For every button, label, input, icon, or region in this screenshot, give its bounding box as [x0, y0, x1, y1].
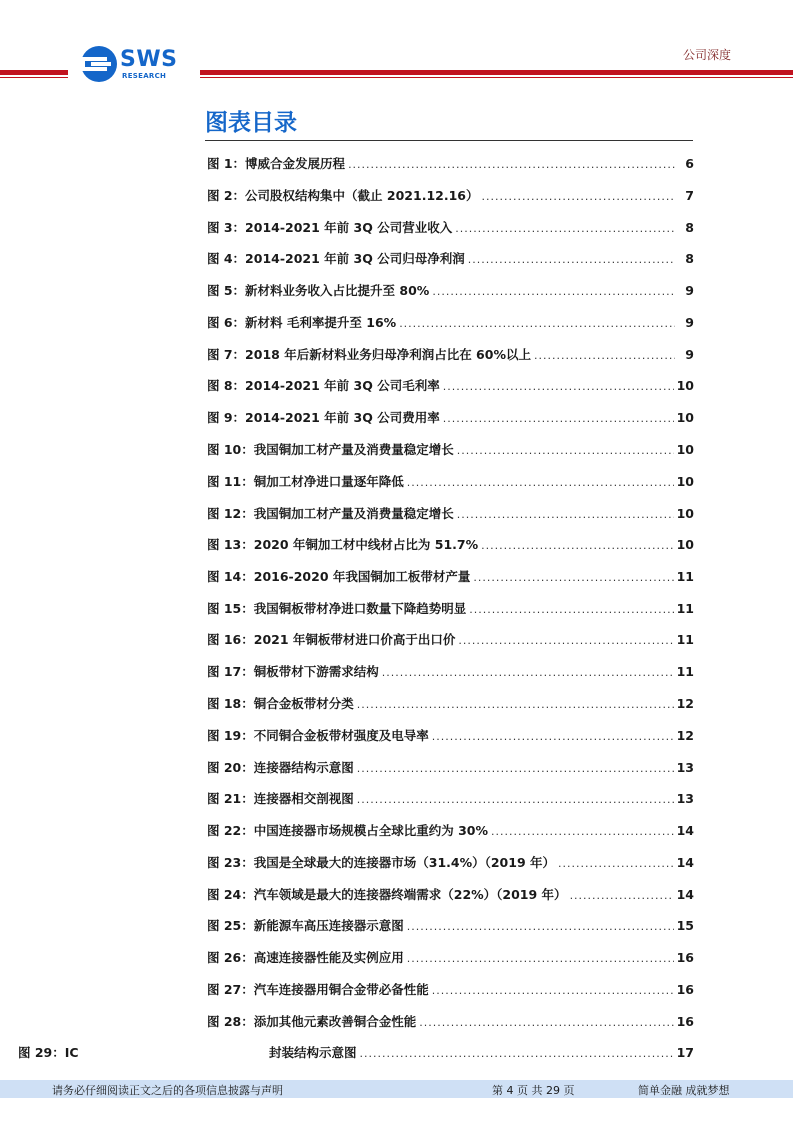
- toc-leader-dots: [534, 349, 675, 362]
- toc-entry-page: 10: [676, 442, 694, 457]
- header-red-bar-left: [0, 70, 68, 75]
- toc-entry-page: 17: [676, 1045, 694, 1060]
- report-type-label: 公司深度: [682, 48, 731, 62]
- toc-entry-page: 13: [676, 791, 694, 806]
- toc-entry[interactable]: [207, 726, 694, 746]
- toc-leader-dots: [473, 571, 673, 584]
- footer-slogan: 简单金融 成就梦想: [638, 1084, 730, 1097]
- toc-entry[interactable]: [207, 758, 694, 778]
- toc-entry[interactable]: [207, 662, 694, 682]
- toc-entry-label: 图 13：2020 年铜加工材中线材占比为 51.7%: [207, 537, 479, 552]
- toc-entry[interactable]: [207, 186, 694, 206]
- toc-leader-dots: [443, 412, 674, 425]
- toc-leader-dots: [399, 317, 675, 330]
- toc-entry[interactable]: [207, 694, 694, 714]
- toc-leader-dots: [357, 698, 674, 711]
- toc-entry-page: 14: [676, 887, 694, 902]
- toc-entry[interactable]: [207, 535, 694, 555]
- logo-text: SWS: [120, 47, 178, 72]
- toc-leader-dots: [481, 539, 673, 552]
- toc-entry-page: 14: [676, 823, 694, 838]
- toc-entry-page: 14: [676, 855, 694, 870]
- toc-entry[interactable]: [207, 504, 694, 524]
- toc-entry-label: 图 9：2014-2021 年前 3Q 公司费用率: [207, 410, 440, 425]
- toc-entry[interactable]: [207, 408, 694, 428]
- toc-entry-label: 图 21：连接器相交剖视图: [207, 791, 354, 806]
- toc-entry-label: 图 4：2014-2021 年前 3Q 公司归母净利润: [207, 251, 465, 266]
- page-title: 图表目录: [205, 110, 297, 136]
- toc-entry-page: 7: [685, 188, 694, 203]
- toc-entry-label: 图 26：高速连接器性能及实例应用: [207, 950, 404, 965]
- toc-leader-dots: [357, 793, 674, 806]
- toc-entry-page: 11: [676, 569, 694, 584]
- toc-leader-dots: [407, 952, 674, 965]
- toc-entry-page: 8: [685, 220, 694, 235]
- toc-entry-label: 图 20：连接器结构示意图: [207, 760, 354, 775]
- toc-entry-label: 图 5：新材料业务收入占比提升至 80%: [207, 283, 430, 298]
- toc-entry[interactable]: [207, 980, 694, 1000]
- toc-entry-label: 图 7：2018 年后新材料业务归母净利润占比在 60%以上: [207, 347, 531, 362]
- logo-subtext: RESEARCH: [122, 72, 167, 80]
- toc-entry-label: 图 10：我国铜加工材产量及消费量稳定增长: [207, 442, 454, 457]
- header-red-bar-right: [200, 70, 793, 75]
- toc-entry-prefix: 图 29：IC: [18, 1045, 79, 1060]
- toc-entry[interactable]: [207, 440, 694, 460]
- toc-entry[interactable]: [207, 154, 694, 174]
- sws-logo: [80, 45, 190, 83]
- toc-leader-dots: [455, 222, 675, 235]
- toc-leader-dots: [432, 285, 675, 298]
- toc-leader-dots: [469, 603, 673, 616]
- sws-logo-icon: [80, 45, 118, 83]
- toc-leader-dots: [357, 762, 674, 775]
- toc-entry-label: 图 28：添加其他元素改善铜合金性能: [207, 1014, 417, 1029]
- toc-leader-dots: [407, 920, 674, 933]
- toc-entry-page: 16: [676, 1014, 694, 1029]
- toc-entry[interactable]: [207, 249, 694, 269]
- toc-entry-label: 图 27：汽车连接器用铜合金带必备性能: [207, 982, 429, 997]
- toc-entry-page: 10: [676, 378, 694, 393]
- toc-entry[interactable]: [207, 281, 694, 301]
- toc-leader-dots: [382, 666, 674, 679]
- toc-entry-page: 9: [685, 315, 694, 330]
- toc-entry[interactable]: [207, 345, 694, 365]
- toc-entry[interactable]: [207, 853, 694, 873]
- toc-entry-page: 15: [676, 918, 694, 933]
- toc-entry-label: 图 22：中国连接器市场规模占全球比重约为 30%: [207, 823, 489, 838]
- toc-entry-page: 10: [676, 537, 694, 552]
- toc-entry-split[interactable]: [18, 1043, 694, 1063]
- toc-entry-page: 10: [676, 410, 694, 425]
- toc-entry-label: 图 23：我国是全球最大的连接器市场（31.4%）（2019 年）: [207, 855, 556, 870]
- toc-leader-dots: [348, 158, 675, 171]
- toc-entry-page: 8: [685, 251, 694, 266]
- title-divider: [205, 140, 693, 141]
- toc-leader-dots: [432, 984, 674, 997]
- toc-entry[interactable]: [207, 630, 694, 650]
- toc-entry[interactable]: [207, 948, 694, 968]
- toc-entry-page: 6: [685, 156, 694, 171]
- toc-entry-label: 图 12：我国铜加工材产量及消费量稳定增长: [207, 506, 454, 521]
- toc-entry-label: 图 1：博威合金发展历程: [207, 156, 346, 171]
- toc-entry-label: 图 11：铜加工材净进口量逐年降低: [207, 474, 404, 489]
- toc-entry-page: 12: [676, 728, 694, 743]
- toc-leader-dots: [360, 1047, 674, 1060]
- toc-entry-label: 图 19：不同铜合金板带材强度及电导率: [207, 728, 429, 743]
- toc-entry[interactable]: [207, 567, 694, 587]
- toc-entry[interactable]: [207, 885, 694, 905]
- toc-entry-page: 10: [676, 506, 694, 521]
- header-red-line-left: [0, 77, 68, 78]
- toc-entry-label: 图 8：2014-2021 年前 3Q 公司毛利率: [207, 378, 440, 393]
- toc-entry-label: 图 16：2021 年铜板带材进口价高于出口价: [207, 632, 456, 647]
- toc-entry-label: 图 6：新材料 毛利率提升至 16%: [207, 315, 397, 330]
- toc-leader-dots: [443, 380, 674, 393]
- toc-leader-dots: [457, 444, 674, 457]
- toc-entry-page: 13: [676, 760, 694, 775]
- toc-leader-dots: [570, 889, 674, 902]
- toc-entry[interactable]: [207, 472, 694, 492]
- toc-leader-dots: [481, 190, 675, 203]
- toc-entry-page: 11: [676, 664, 694, 679]
- toc-entry[interactable]: [207, 218, 694, 238]
- toc-leader-dots: [419, 1016, 673, 1029]
- toc-entry-page: 9: [685, 283, 694, 298]
- toc-entry-label: 图 14：2016-2020 年我国铜加工板带材产量: [207, 569, 471, 584]
- toc-entry-page: 11: [676, 601, 694, 616]
- toc-entry-label: 图 15：我国铜板带材净进口数量下降趋势明显: [207, 601, 467, 616]
- toc-leader-dots: [407, 476, 674, 489]
- toc-entry[interactable]: [207, 599, 694, 619]
- toc-entry-label: 图 18：铜合金板带材分类: [207, 696, 354, 711]
- toc-leader-dots: [491, 825, 674, 838]
- toc-leader-dots: [468, 253, 675, 266]
- toc-entry[interactable]: [207, 789, 694, 809]
- toc-entry[interactable]: [207, 313, 694, 333]
- footer-page-info: 第 4 页 共 29 页: [492, 1084, 575, 1097]
- toc-leader-dots: [558, 857, 674, 870]
- toc-entry-label: 图 3：2014-2021 年前 3Q 公司营业收入: [207, 220, 453, 235]
- toc-entry-page: 10: [676, 474, 694, 489]
- toc-entry-label: 图 2：公司股权结构集中（截止 2021.12.16）: [207, 188, 479, 203]
- toc-entry-page: 16: [676, 950, 694, 965]
- toc-entry-label: 图 17：铜板带材下游需求结构: [207, 664, 379, 679]
- toc-entry[interactable]: [207, 1012, 694, 1032]
- toc-entry-label: 图 24：汽车领域是最大的连接器终端需求（22%）（2019 年）: [207, 887, 567, 902]
- toc-entry-label: 封装结构示意图: [269, 1045, 357, 1060]
- toc-entry-page: 12: [676, 696, 694, 711]
- toc-entry-label: 图 25：新能源车高压连接器示意图: [207, 918, 404, 933]
- toc-leader-dots: [458, 634, 673, 647]
- toc-entry[interactable]: [207, 821, 694, 841]
- toc-entry[interactable]: [207, 916, 694, 936]
- toc-entry-page: 11: [676, 632, 694, 647]
- toc-leader-dots: [432, 730, 674, 743]
- toc-entry-page: 16: [676, 982, 694, 997]
- toc-leader-dots: [457, 508, 674, 521]
- footer-disclaimer: 请务必仔细阅读正文之后的各项信息披露与声明: [52, 1084, 283, 1097]
- header-red-line-right: [200, 77, 793, 78]
- toc-entry[interactable]: [207, 376, 694, 396]
- toc-entry-page: 9: [685, 347, 694, 362]
